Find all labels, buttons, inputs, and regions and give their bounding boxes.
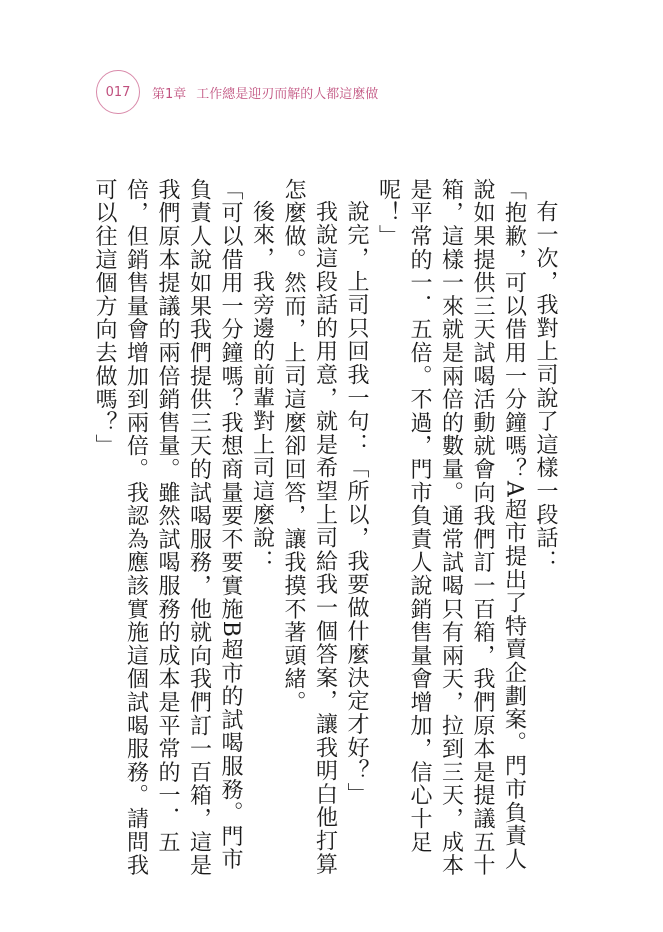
chapter-title: 工作總是迎刃而解的人都這麼做 <box>196 86 379 102</box>
page-number: 017 <box>96 70 140 114</box>
chapter-heading <box>152 83 378 102</box>
paragraph: 我說這段話的用意，就是希望上司給我一個答案，讓我明白他打算怎麼做。然而，上司這麼卻回答，讓我摸不著頭緒。 <box>281 178 338 876</box>
vertical-body-text <box>85 178 561 878</box>
paragraph: 「可以借用一分鐘嗎？我想商量要不要實施B超市的試喝服務。門市負責人說如果我們提供三天的試喝服務，他就向我們訂一百箱，這是我們原本提議的兩倍銷售量。雖然試喝服務的成本是平常的一．五倍，但銷售量會增加到兩倍。我認為應該實施這個試喝服務。請問我可以往這個方向去做嗎？」 <box>92 178 243 877</box>
paragraph: 有一次，我對上司說了這樣一段話： <box>533 200 558 573</box>
paragraph: 後來，我旁邊的前輩對上司這麼說： <box>249 200 275 573</box>
page-header <box>96 70 378 114</box>
paragraph: 「抱歉，可以借用一分鐘嗎？A超市提出了特賣企劃案。門市負責人說如果提供三天試喝活動就會向我們訂一百箱，我們原本是提議五十箱，這樣一來就是兩倍的數量。通常試喝只有兩天，拉到三天，成本是平常的一．五倍。不過，門市負責人說銷售量會增加，信心十足呢！」 <box>375 178 527 877</box>
paragraph: 說完，上司只回我一句：「所以，我要做什麼決定才好？」 <box>344 200 369 806</box>
chapter-number: 第1章 <box>152 86 187 102</box>
